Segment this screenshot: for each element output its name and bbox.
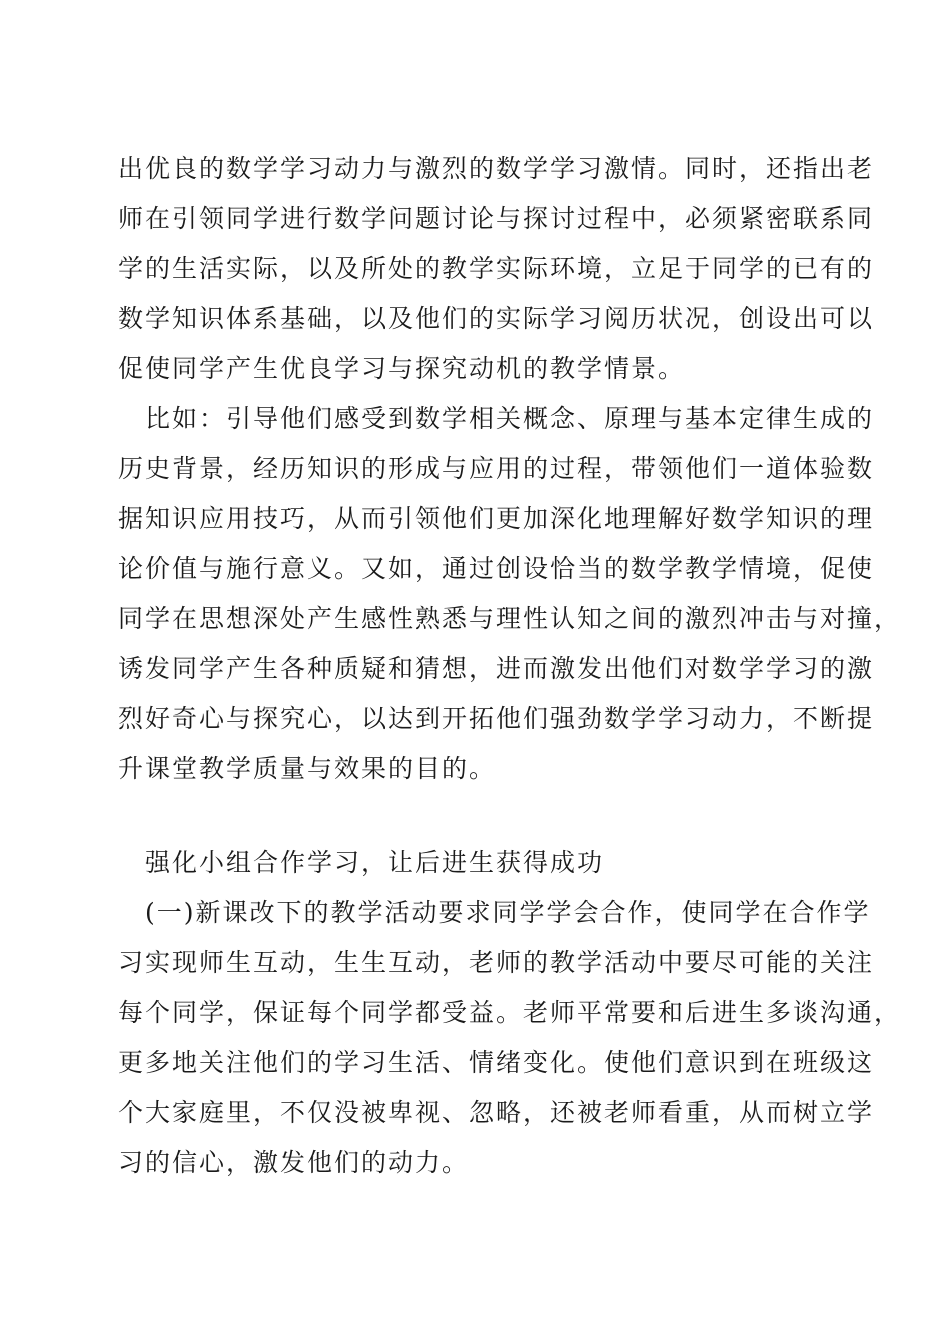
paragraph-examples — [118, 394, 902, 794]
text-line: 数学知识体系基础，以及他们的实际学习阅历状况，创设出可以 — [118, 304, 875, 333]
text-line: 习实现师生互动，生生互动，老师的教学活动中要尽可能的关注 — [118, 948, 875, 977]
text-line: 更多地关注他们的学习生活、情绪变化。使他们意识到在班级这 — [118, 1048, 875, 1077]
text-line: 促使同学产生优良学习与探究动机的教学情景。 — [118, 354, 686, 383]
text-line: 个大家庭里，不仅没被卑视、忽略，还被老师看重，从而树立学 — [118, 1098, 875, 1127]
text-line: 同学在思想深处产生感性熟悉与理性认知之间的激烈冲击与对撞， — [118, 604, 902, 633]
text-line: 诱发同学产生各种质疑和猜想，进而激发出他们对数学学习的激 — [118, 654, 875, 683]
paragraph-group-learning — [118, 838, 902, 1188]
text-line: 习的信心，激发他们的动力。 — [118, 1148, 470, 1177]
text-line: 比如：引导他们感受到数学相关概念、原理与基本定律生成的 — [118, 404, 875, 433]
section-heading: 强化小组合作学习，让后进生获得成功 — [118, 848, 605, 877]
text-line: 每个同学，保证每个同学都受益。老师平常要和后进生多谈沟通， — [118, 998, 902, 1027]
paragraph-motivation — [118, 144, 875, 394]
text-line: 学的生活实际，以及所处的教学实际环境，立足于同学的已有的 — [118, 254, 875, 283]
text-line: 据知识应用技巧，从而引领他们更加深化地理解好数学知识的理 — [118, 504, 875, 533]
text-line: 师在引领同学进行数学问题讨论与探讨过程中，必须紧密联系同 — [118, 204, 875, 233]
text-line: 历史背景，经历知识的形成与应用的过程，带领他们一道体验数 — [118, 454, 875, 483]
text-line: 出优良的数学学习动力与激烈的数学学习激情。同时，还指出老 — [118, 154, 875, 183]
text-line: 升课堂教学质量与效果的目的。 — [118, 754, 497, 783]
text-line: 烈好奇心与探究心，以达到开拓他们强劲数学学习动力，不断提 — [118, 704, 875, 733]
text-line: 论价值与施行意义。又如，通过创设恰当的数学教学情境，促使 — [118, 554, 875, 583]
text-line: (一)新课改下的教学活动要求同学学会合作，使同学在合作学 — [118, 898, 871, 927]
